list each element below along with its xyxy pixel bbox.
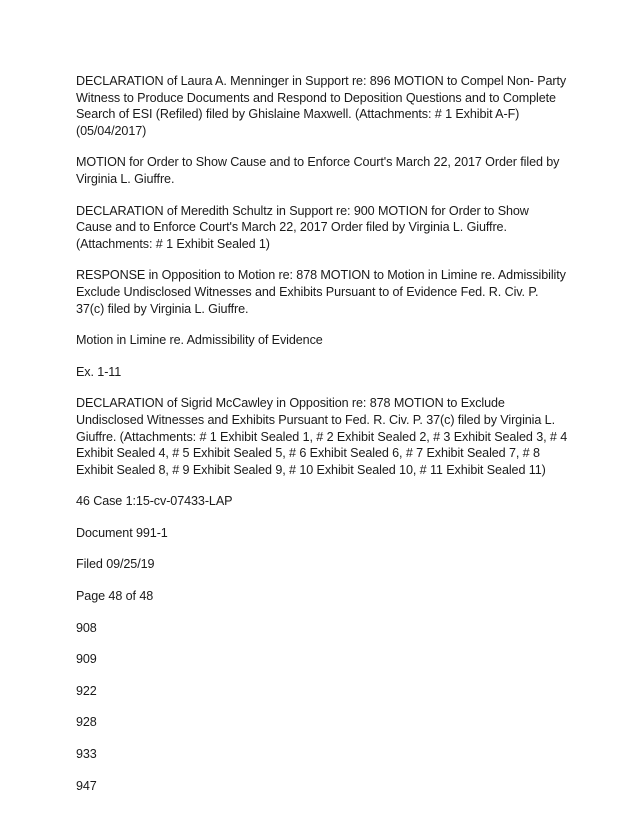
document-body (76, 73, 568, 809)
paragraph-declaration-mccawley: DECLARATION of Sigrid McCawley in Opposition re: 878 MOTION to Exclude Undisclosed Witnesses and Exhibits Pursuant to Fed. R. Civ. P. 37(c) filed by Virginia L. Giuffre. (Attachments: # 1 Exhibit Sealed 1, # 2 Exhibit Sealed 2, # 3 Exhibit Sealed 3, # 4 Exhibit Sealed 4, # 5 Exhibit Sealed 5, # 6 Exhibit Sealed 6, # 7 Exhibit Sealed 7, # 8 Exhibit Sealed 8, # 9 Exhibit Sealed 9, # 10 Exhibit Sealed 10, # 11 Exhibit Sealed 11) (76, 396, 568, 477)
paragraph-declaration-schultz: DECLARATION of Meredith Schultz in Support re: 900 MOTION for Order to Show Cause and to Enforce Court's March 22, 2017 Order filed by Virginia L. Giuffre. (Attachments: # 1 Exhibit Sealed 1) (76, 203, 529, 251)
paragraph-page-count: Page 48 of 48 (76, 589, 154, 604)
paragraph-motion-in-limine: Motion in Limine re. Admissibility of Evidence (76, 333, 323, 348)
paragraph-case-number: 46 Case 1:15-cv-07433-LAP (76, 494, 233, 509)
paragraph-filed-date: Filed 09/25/19 (76, 557, 155, 572)
paragraph-document-number: Document 991-1 (76, 525, 168, 540)
paragraph-declaration-menninger: DECLARATION of Laura A. Menninger in Support re: 896 MOTION to Compel Non- Party Witness to Produce Documents and Respond to Deposition Questions and to Complete Search of ESI (Refiled) filed by Ghislaine Maxwell. (Attachments: # 1 Exhibit A-F) (05/04/2017) (76, 74, 567, 138)
paragraph-docket-947: 947 (76, 778, 97, 793)
paragraph-exhibits: Ex. 1-11 (76, 364, 122, 379)
paragraph-docket-933: 933 (76, 747, 97, 762)
paragraph-docket-908: 908 (76, 620, 97, 635)
paragraph-motion-show-cause: MOTION for Order to Show Cause and to Enforce Court's March 22, 2017 Order filed by Virginia L. Giuffre. (76, 155, 560, 186)
paragraph-docket-922: 922 (76, 683, 97, 698)
paragraph-docket-909: 909 (76, 652, 97, 667)
paragraph-response-opposition: RESPONSE in Opposition to Motion re: 878 MOTION to Motion in Limine re. Admissibility Exclude Undisclosed Witnesses and Exhibits Pursuant to of Evidence Fed. R. Civ. P. 37(c) filed by Virginia L. Giuffre. (76, 268, 566, 316)
paragraph-docket-928: 928 (76, 715, 97, 730)
